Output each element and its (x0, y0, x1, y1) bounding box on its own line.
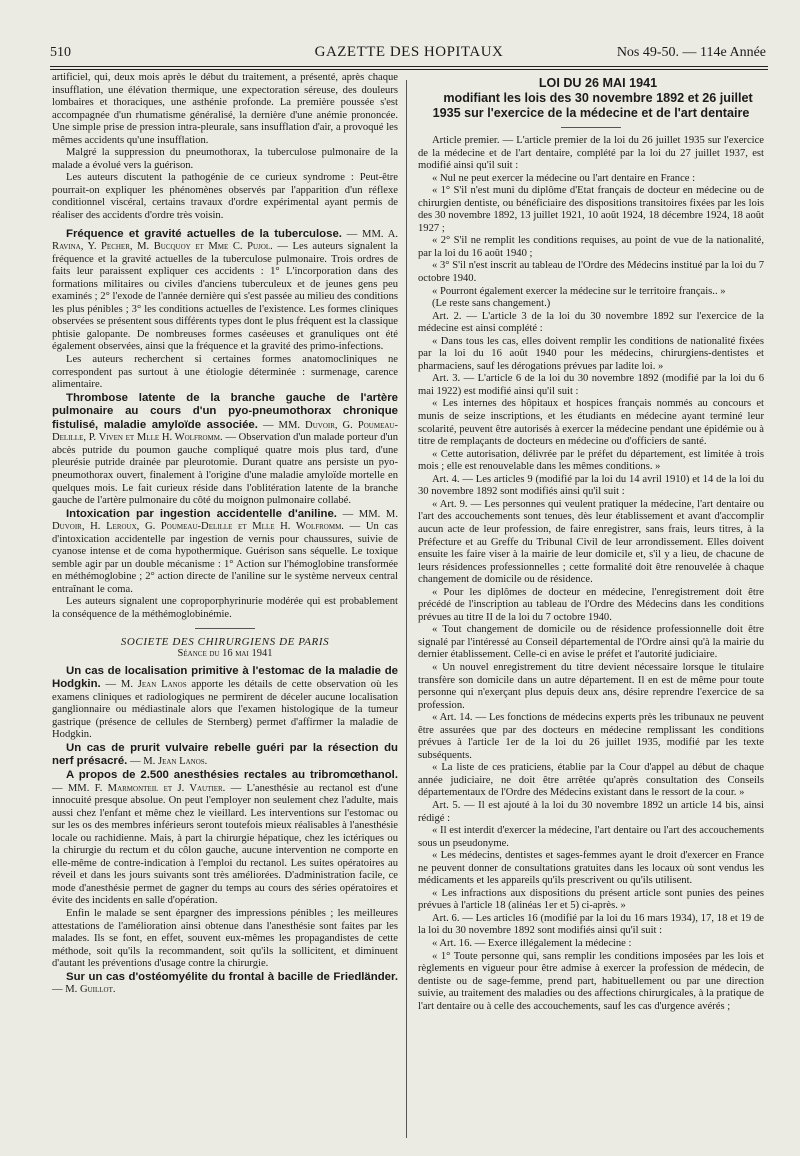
law-paragraph: « Un nouvel enregistrement du titre devient nécessaire lorsque le titulaire transfère son domicile dans un autre département. Il en est de même pour toute personne qui n'exerçant plus depuis deux ans, désire reprendre l'exercice de sa profession. (418, 661, 764, 711)
law-paragraph: « Pourront également exercer la médecine sur le territoire français.. » (432, 285, 726, 297)
article-authors: — MM. A. Ravina, Y. Pecher, M. Bucquoy et Mme C. Pujol. (52, 228, 398, 253)
article-anesthesies (52, 769, 398, 908)
article-authors: — MM. Duvoir, G. Poumeau-Delille, P. Viven et Mlle H. Wolfromm. (52, 419, 398, 444)
article-text: — L'anesthésie au rectanol est d'une innocuité presque absolue. On peut l'employer non seulement chez l'adulte, mais aussi chez l'enfant et même chez le vieillard. Les interventions sur l'estomac ou sur les os des membres inférieurs seront toutefois mieux réalisables à l'anesthésie locale ou rachidienne. Mais, à part la chirurgie hépatique, chez les ictériques ou la chirurgie du rectum et du côlon gauche, aucune intervention ne comporte en elle-même de contre-indication à l'emploi du rectanol. Les suites opératoires au réveil et dans les jours suivants sont très améliorées. D'administration facile, ce mode d'anesthésie permet de gagner du temps au cours des séries opératoires et évite des incidents en salle d'opération. (52, 782, 398, 907)
law-paragraph: Art. 6. — Les articles 16 (modifié par la loi du 16 mars 1934), 17, 18 et 19 de la loi du 30 novembre 1892 sont modifiés ainsi qu'il suit : (418, 912, 764, 937)
law-divider (561, 127, 621, 128)
left-column (52, 72, 398, 997)
law-paragraph: « 3° S'il n'est inscrit au tableau de l'Ordre des Médecins institué par la loi du 7 octobre 1940. (418, 260, 764, 285)
article-hodgkin (52, 665, 398, 742)
section-date: Séance du 16 mai 1941 (177, 648, 273, 660)
law-paragraph: « Cette autorisation, délivrée par le préfet du département, est limitée à trois mois ; elle est renouvelable dans les mêmes conditions. » (418, 448, 764, 473)
paragraph: artificiel, qui, deux mois après le début du traitement, a présenté, après chaque insufflation, une élévation thermique, une expectoration séreuse, des douleurs lombaires et thoraciques, une asthénie profonde. La première poussée s'est accompagnée d'un rhumatisme généralisé, la dernière d'une anémie prononcée. Une simple prise de pression intra-pleurale, sans insufflation d'air, a provoqué les mêmes accidents qu'une insufflation. (52, 72, 398, 146)
article-title: Thrombose latente de la branche gauche de l'artère pulmonaire au cours d'un pyo-pneumothorax chronique fistulisé, maladie amyloïde associée. (52, 391, 398, 431)
article-title: A propos de 2.500 anesthésies rectales au tribromœthanol. (66, 768, 398, 781)
article-authors: — MM. M. Duvoir, H. Leroux, G. Poumeau-Delille et Mlle H. Wolfromm. (52, 508, 398, 533)
article-prurit (52, 742, 398, 769)
law-paragraph: « Les infractions aux dispositions du présent article sont punies des peines prévues à l'article 18 (alinéas 1er et 5) ci-après. » (418, 887, 764, 912)
law-paragraph: « Les internes des hôpitaux et hospices français nommés au concours et munis de seize inscriptions, et les étudiants en médecine ayant terminé leur scolarité, peuvent être autorisés à exercer la médecine pendant une épidémie ou à titre de remplaçants de docteurs en médecine ou d'officiers de santé. (418, 398, 764, 448)
law-paragraph: Art. 5. — Il est ajouté à la loi du 30 novembre 1892 un article 14 bis, ainsi rédigé : (418, 799, 764, 824)
paragraph: Les auteurs recherchent si certaines formes anatomocliniques ne correspondent pas surtout à une étiologie déterminée : surmenage, carence alimentaire. (52, 354, 398, 391)
article-authors: — M. Jean Lanos (105, 679, 187, 691)
article-authors: — M. Jean Lanos. (130, 756, 208, 768)
law-paragraph: « 1° Toute personne qui, sans remplir les conditions imposées par les lois et règlements en vigueur pour être admise à exercer la profession de médecin, de dentiste ou de sage-femme, prend part, habituellement ou par une direction suivie, au traitement des maladies ou des affections chirurgicales, à la pratique de l'art dentaire ou à celle des accouchements, sauf les cas d'urgence avérés ; (418, 950, 764, 1012)
article-text: — Un cas d'intoxication accidentelle par ingestion de vernis pour chaussures, suivie de cyanose intense et de coma hypothermique. Guérison sans séquelle. Le toxique semble agir par un double mécanisme : 1° Action sur l'hémoglobine transformée en méthémoglobine ; 2° action directe de l'aniline sur le système nerveux central entraînant le coma. (52, 521, 398, 595)
article-authors: — MM. F. Marmonteil et J. Vautier. (52, 782, 226, 794)
article-title: Un cas de prurit vulvaire rebelle guéri par la résection du nerf présacré. (52, 741, 398, 768)
law-paragraph: (Le reste sans changement.) (432, 298, 551, 310)
law-paragraph: « 1° S'il n'est muni du diplôme d'Etat français de docteur en médecine ou de chirurgien dentiste, ou bénéficiaire des dispositions transitoires fixées par les lois des 30 novembre 1892, 13 juillet 1921, 10 août 1924, 18 décembre 1924, 18 août 1927 ; (418, 185, 764, 234)
law-paragraph: « Art. 9. — Les personnes qui veulent pratiquer la médecine, l'art dentaire ou l'art des accouchements sont tenues, dès leur établissement et avant d'accomplir aucun acte de leur profession, de faire enregistrer, sans frais, leurs titres, à la Préfecture et au Greffe du Tribunal Civil de leur arrondissement. Elles doivent ensuite les faire viser à la mairie de leur domicile et, s'il y a lieu, de chacune de leurs résidences professionnelles ; cette formalité doit être renouvelée à chaque changement de domicile ou de résidence. (418, 498, 764, 586)
law-subtitle: modifiant les lois des 30 novembre 1892 et 26 juillet 1935 sur l'exercice de la médecine et de l'art dentaire (432, 91, 753, 120)
column-divider (406, 80, 407, 1138)
law-paragraph: « Art. 16. — Exerce illégalement la médecine : (432, 938, 632, 949)
section-title: SOCIETE DES CHIRURGIENS DE PARIS (120, 635, 330, 648)
article-title: Intoxication par ingestion accidentelle d'aniline. (66, 507, 337, 520)
right-column (418, 76, 764, 1013)
page-header (50, 42, 768, 64)
article-text: — Les auteurs signalent la fréquence et la gravité actuelles de la tuberculose pulmonaire. Trois ordres de faits leur paraissent expliquer ces accidents : 1° L'incorporation dans des formations militaires ou civiles d'anciens tuberculeux et de jeunes gens peu examinés ; 2° l'exode de l'année dernière qui s'est passée au milieu des conditions les plus pénibles ; 3° les conditions actuelles de l'existence. Les formes cliniques observées se présentent sous différents types dont le plus fréquent est la classique phtisie galopante. De nombreuses formes caséeuses et granuliques ont été également observées, ainsi que la fréquence et la gravité des primo-infections. (52, 241, 398, 353)
law-paragraph: « Pour les diplômes de docteur en médecine, l'enregistrement doit être précédé de l'inscription au tableau de l'Ordre des Médecins dans les conditions prévues au titre II de la loi du 7 octobre 1940. (418, 586, 764, 623)
law-paragraph: « La liste de ces praticiens, établie par la Cour d'appel au début de chaque année judiciaire, ne doit être arrêtée qu'après consultation des Conseils départementaux de l'Ordre des Médecins existant dans le ressort de la cour. » (418, 762, 764, 799)
law-paragraph: « 2° S'il ne remplit les conditions requises, au point de vue de la nationalité, par la loi du 16 août 1940 ; (418, 235, 764, 259)
page-number: 510 (50, 45, 71, 60)
article-title: Un cas de localisation primitive à l'estomac de la maladie de Hodgkin. (52, 664, 398, 691)
header-rule-top (50, 66, 768, 67)
paragraph: Enfin le malade se sent épargner des impressions pénibles ; les meilleures attestations de l'amélioration ainsi obtenue dans l'anesthésie sont faites par les malades. Ils se font, en effet, souvent eux-mêmes les propagandistes de cette méthode, soit qu'ils la recommandent, soit qu'ils la sollicitent, et diminuent d'autant les préventions d'usage contre la chirurgie. (52, 908, 398, 970)
law-body (418, 135, 764, 1013)
article-text: — Observation d'un malade porteur d'un abcès putride du poumon gauche compliqué quatre mois plus tard, d'une pleurésie putride drainée par pleurotomie. Durant quatre ans persiste un pyo-pneumothorax ouvert, finalement à l'origine d'une maladie amyloïde mortelle en quelques mois. Le fait curieux réside dans l'oblitération latente de la branche gauche de l'artère pulmonaire du côté du moignon pulmonaire collabé. (52, 432, 398, 507)
law-paragraph: Art. 2. — L'article 3 de la loi du 30 novembre 1892 sur l'exercice de la médecine est ainsi complété : (418, 310, 764, 335)
article-authors: — M. Guillot. (52, 984, 116, 996)
paragraph: Les auteurs signalent une coproporphyrinurie modérée qui est probablement la conséquence de la méthémoglobinémie. (52, 596, 398, 620)
law-paragraph: « Art. 14. — Les fonctions de médecins experts près les tribunaux ne peuvent être assurées que par des docteurs en médecine remplissant les conditions prévues à l'article 1er de la loi du 26 juillet 1935, modifié par les texte subséquents. (418, 712, 764, 761)
article-aniline (52, 508, 398, 597)
journal-title: GAZETTE DES HOPITAUX (314, 44, 504, 60)
article-osteomyelite (52, 971, 398, 997)
law-paragraph: Article premier. — L'article premier de la loi du 26 juillet 1935 sur l'exercice de la médecine et de l'art dentaire, complété par la loi du 27 juillet 1937, est modifié ainsi qu'il suit : (418, 135, 764, 172)
law-paragraph: « Nul ne peut exercer la médecine ou l'art dentaire en France : (432, 172, 696, 184)
article-text: apporte les détails de cette observation où les examens cliniques et radiologiques ne permirent de déceler aucune localisation ganglionnaire ou médiastinale alors que l'examen histologique de la tumeur gastrique (présence de cellules de Sternberg) permet d'affirmer la maladie de Hodgkin. (52, 679, 398, 741)
issue-number: Nos 49-50. — 114e Année (616, 45, 766, 60)
article-thrombose (52, 392, 398, 508)
paragraph: Malgré la suppression du pneumothorax, la tuberculose pulmonaire de la malade a évolué vers la guérison. (52, 147, 398, 171)
law-paragraph: « Les médecins, dentistes et sages-femmes ayant le droit d'exercer en France ne peuvent donner de consultations gratuites dans les locaux où sont vendus les médicaments et les appareils qu'ils prescrivent ou qu'ils utilisent. (418, 850, 764, 887)
law-paragraph: Art. 4. — Les articles 9 (modifié par la loi du 14 avril 1910) et 14 de la loi du 30 novembre 1892 sont modifiés ainsi qu'il suit : (418, 473, 764, 498)
section-divider (195, 628, 255, 629)
article-title: Fréquence et gravité actuelles de la tuberculose. (66, 227, 342, 240)
header-rule-bottom (50, 69, 768, 70)
law-paragraph: « Tout changement de domicile ou de résidence professionnelle doit être signalé par l'intéressé au Conseil départemental de l'Ordre ainsi qu'à la mairie du dernier établissement. Celle-ci en avise le préfet et l'autorité judiciaire. (418, 624, 764, 661)
law-title: LOI DU 26 MAI 1941 (538, 76, 658, 90)
law-paragraph: « Il est interdit d'exercer la médecine, l'art dentaire ou l'art des accouchements sous un pseudonyme. (418, 825, 764, 849)
article-tuberculose (52, 228, 398, 354)
law-paragraph: Art. 3. — L'article 6 de la loi du 30 novembre 1892 (modifié par la loi du 6 mai 1922) est modifié ainsi qu'il suit : (418, 373, 764, 397)
article-title: Sur un cas d'ostéomyélite du frontal à bacille de Friedländer. (66, 970, 398, 983)
paragraph: Les auteurs discutent la pathogénie de ce curieux syndrome : Peut-être pourrait-on expliquer les phénomènes observés par l'apparition d'un réflexe conditionnel viscéral, certains travaux d'ordre expérimental ayant permis de réaliser des accidents d'ordre très voisin. (52, 172, 398, 222)
law-paragraph: « Dans tous les cas, elles doivent remplir les conditions de nationalité fixées par la loi du 16 août 1940 pour les médecins, chirurgiens-dentistes et pharmaciens, sauf les dérogations prévues par ladite loi. » (418, 335, 764, 372)
